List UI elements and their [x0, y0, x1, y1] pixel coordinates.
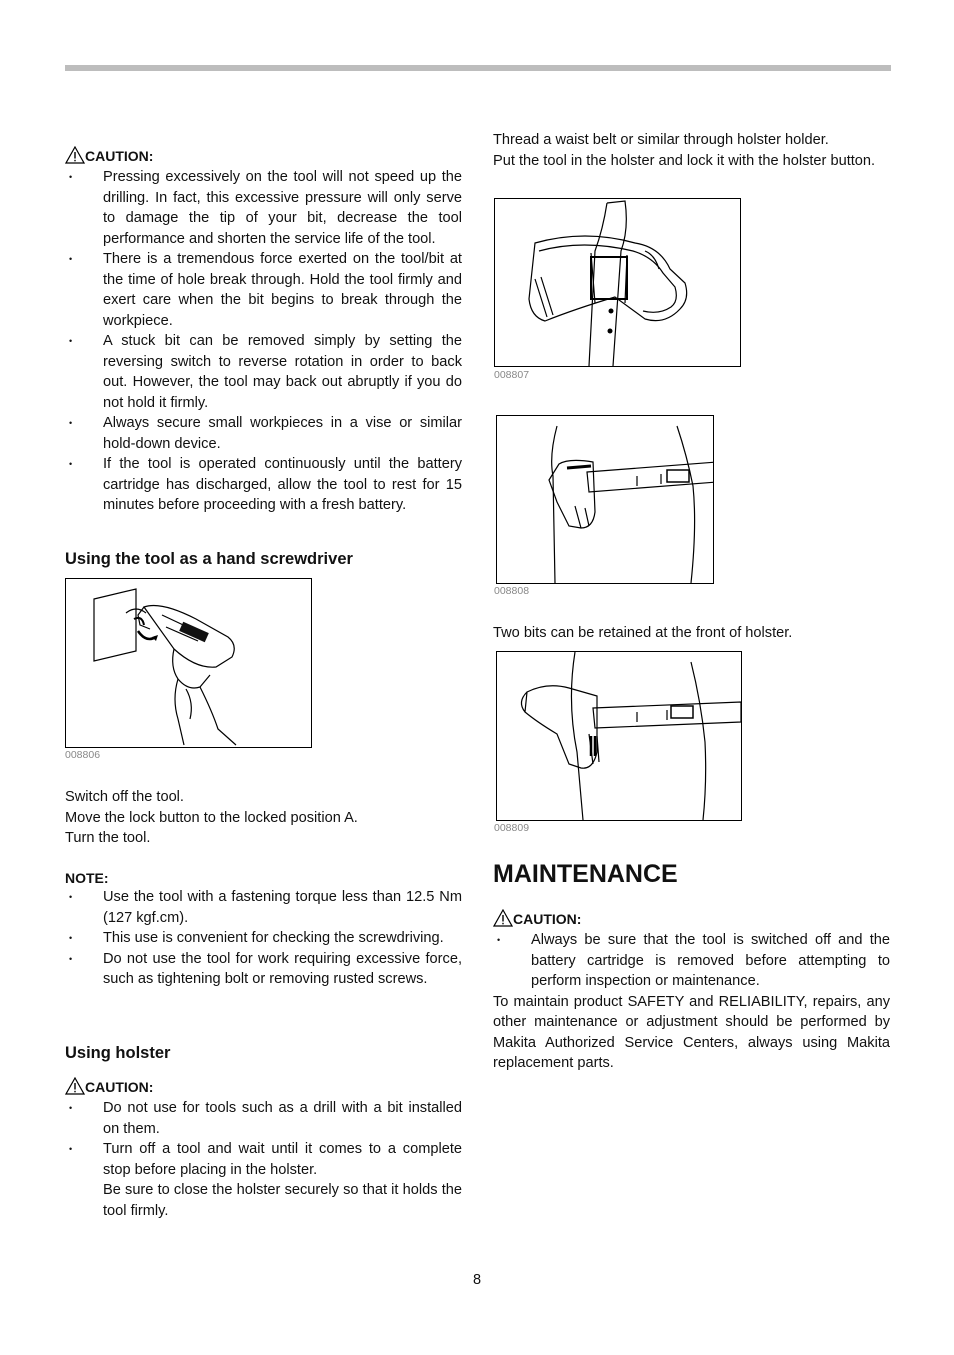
- caution-extra-text: Be sure to close the holster securely so that it holds the tool firmly.: [103, 1182, 462, 1219]
- section-heading-screwdriver: Using the tool as a hand screwdriver: [65, 550, 353, 568]
- list-item: • Do not use for tools such as a drill with a bit installed on them.: [65, 1098, 462, 1139]
- figure-hand-screwdriver: [65, 578, 312, 748]
- caution-list: [65, 167, 462, 516]
- screwdriver-steps: [65, 787, 462, 849]
- figure-code: 008807: [494, 369, 530, 381]
- maintenance-text: To maintain product SAFETY and RELIABILITY, repairs, any other maintenance or adjustment should be performed by Makita Authorized Service Centers, always using Makita replacement parts.: [493, 993, 890, 1071]
- drill-illustration: [66, 579, 311, 747]
- caution-list: [65, 1098, 462, 1180]
- step-text: Turn the tool.: [65, 830, 151, 846]
- step-text: Move the lock button to the locked position A.: [65, 809, 358, 826]
- warning-triangle-icon: [65, 146, 85, 164]
- bits-text: Two bits can be retained at the front of holster.: [493, 625, 793, 641]
- holster-bits-illustration: [497, 652, 741, 820]
- note-block: [65, 870, 462, 990]
- caution-holster-block: [65, 1077, 462, 1221]
- list-item: • Do not use the tool for work requiring excessive force, such as tightening bolt or removing rusted screws.: [65, 949, 462, 990]
- holster-worn-illustration: [497, 416, 713, 583]
- page-number: 8: [472, 1272, 482, 1288]
- section-heading-holster: Using holster: [65, 1044, 171, 1062]
- warning-triangle-icon: [65, 1077, 85, 1095]
- list-item: • Always be sure that the tool is switched off and the battery cartridge is removed before attempting to perform inspection or maintenance.: [493, 930, 890, 992]
- list-item: • Turn off a tool and wait until it comes to a complete stop before placing in the holster.: [65, 1139, 462, 1180]
- figure-code: 008809: [494, 822, 530, 834]
- figure-holster-worn: [496, 415, 714, 584]
- caution-list: [493, 930, 890, 992]
- step-text: Switch off the tool.: [65, 789, 184, 805]
- caution-drilling-block: [65, 146, 462, 516]
- list-item: • There is a tremendous force exerted on the tool/bit at the time of hole break through. Hold the tool firmly and exert care when the bit begins to break through the workpiece.: [65, 249, 462, 331]
- holster-intro: [493, 130, 890, 171]
- figure-code: 008806: [65, 749, 101, 761]
- figure-code: 008808: [494, 585, 530, 597]
- list-item: • Pressing excessively on the tool will not speed up the drilling. In fact, this excessive pressure will only serve to damage the tip of your bit, decrease the tool performance and shorten the service life of the tool.: [65, 167, 462, 249]
- caution-heading: CAUTION:: [65, 146, 462, 164]
- holster-belt-illustration: [495, 199, 740, 366]
- list-item: • Use the tool with a fastening torque less than 12.5 Nm (127 kgf.cm).: [65, 887, 462, 928]
- intro-text: Thread a waist belt or similar through holster holder.: [493, 132, 829, 148]
- maintenance-block: [493, 909, 890, 1074]
- maintenance-heading: MAINTENANCE: [493, 860, 678, 888]
- note-heading: NOTE:: [65, 870, 109, 886]
- figure-holster-belt: [494, 198, 741, 367]
- caution-heading: CAUTION:: [65, 1077, 462, 1095]
- warning-triangle-icon: [493, 909, 513, 927]
- intro-text: Put the tool in the holster and lock it with the holster button.: [493, 152, 876, 169]
- list-item: • Always secure small workpieces in a vise or similar hold-down device.: [65, 413, 462, 454]
- figure-holster-bits: [496, 651, 742, 821]
- caution-heading: CAUTION:: [493, 909, 890, 927]
- note-list: [65, 887, 462, 990]
- header-rule: [65, 65, 891, 71]
- list-item: • A stuck bit can be removed simply by setting the reversing switch to reverse rotation in order to back out. However, the tool may back out abruptly if you do not hold it firmly.: [65, 331, 462, 413]
- list-item: • This use is convenient for checking the screwdriving.: [65, 928, 462, 949]
- list-item: • If the tool is operated continuously until the battery cartridge has discharged, allow the tool to rest for 15 minutes before proceeding with a fresh battery.: [65, 454, 462, 516]
